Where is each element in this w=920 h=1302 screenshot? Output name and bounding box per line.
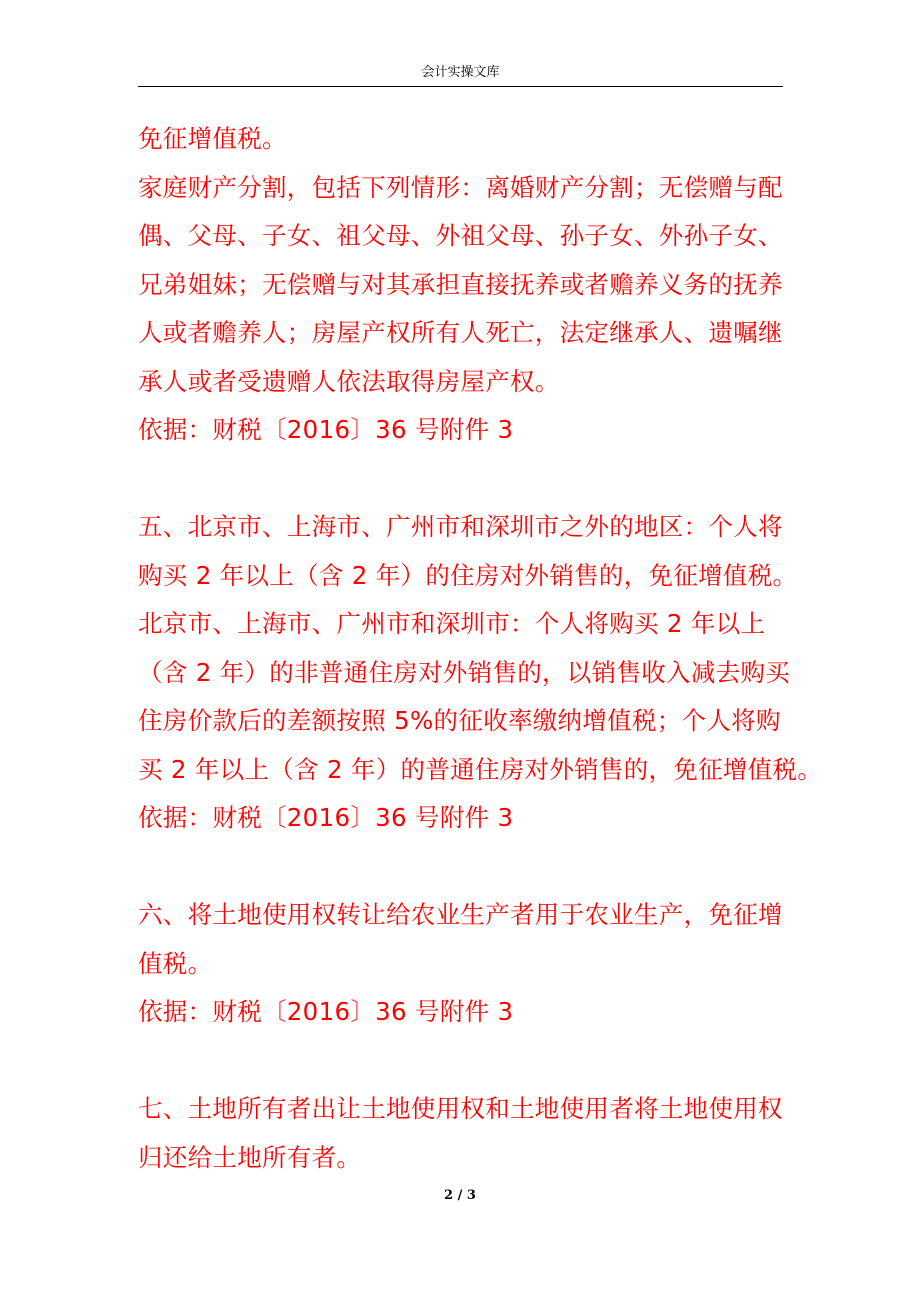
paragraph-gap [138, 455, 788, 504]
basis-line: 依据：财税〔2016〕36 号附件 3 [138, 997, 514, 1026]
text-line: 人或者赡养人；房屋产权所有人死亡，法定继承人、遗嘱继 [138, 318, 783, 347]
text-line: 偶、父母、子女、祖父母、外祖父母、孙子女、外孙子女、 [138, 221, 783, 250]
basis-line: 依据：财税〔2016〕36 号附件 3 [138, 803, 514, 832]
text-line: 承人或者受遗赠人依法取得房屋产权。 [138, 366, 560, 396]
section-heading-7: 七、土地所有者出让土地使用权和土地使用者将土地使用权 [138, 1094, 783, 1123]
text-line: 家庭财产分割，包括下列情形：离婚财产分割；无偿赠与配 [138, 172, 783, 202]
document-body [138, 115, 823, 1182]
page-header [138, 62, 783, 87]
text-line: 买 2 年以上（含 2 年）的普通住房对外销售的，免征增值税。 [138, 754, 823, 784]
text-line: 归还给土地所有者。 [138, 1142, 362, 1172]
section-heading-6: 六、将土地使用权转让给农业生产者用于农业生产，免征增 [138, 900, 783, 929]
section-heading-5: 五、北京市、上海市、广州市和深圳市之外的地区：个人将 [138, 512, 783, 541]
paragraph-gap [138, 1037, 788, 1086]
text-line: 北京市、上海市、广州市和深圳市：个人将购买 2 年以上 [138, 609, 766, 638]
text-line: 免征增值税。 [138, 124, 287, 153]
header-title: 会计实操文库 [421, 65, 500, 80]
text-line: （含 2 年）的非普通住房对外销售的，以销售收入减去购买 [138, 657, 791, 687]
paragraph-gap [138, 843, 788, 892]
text-line: 值税。 [138, 948, 213, 978]
text-line: 兄弟姐妹；无偿赠与对其承担直接抚养或者赡养义务的抚养 [138, 269, 783, 299]
text-line: 购买 2 年以上（含 2 年）的住房对外销售的，免征增值税。 [138, 560, 798, 590]
text-line: 住房价款后的差额按照 5%的征收率缴纳增值税；个人将购 [138, 706, 781, 735]
basis-line: 依据：财税〔2016〕36 号附件 3 [138, 415, 514, 444]
page-number: 2 / 3 [444, 1188, 476, 1203]
